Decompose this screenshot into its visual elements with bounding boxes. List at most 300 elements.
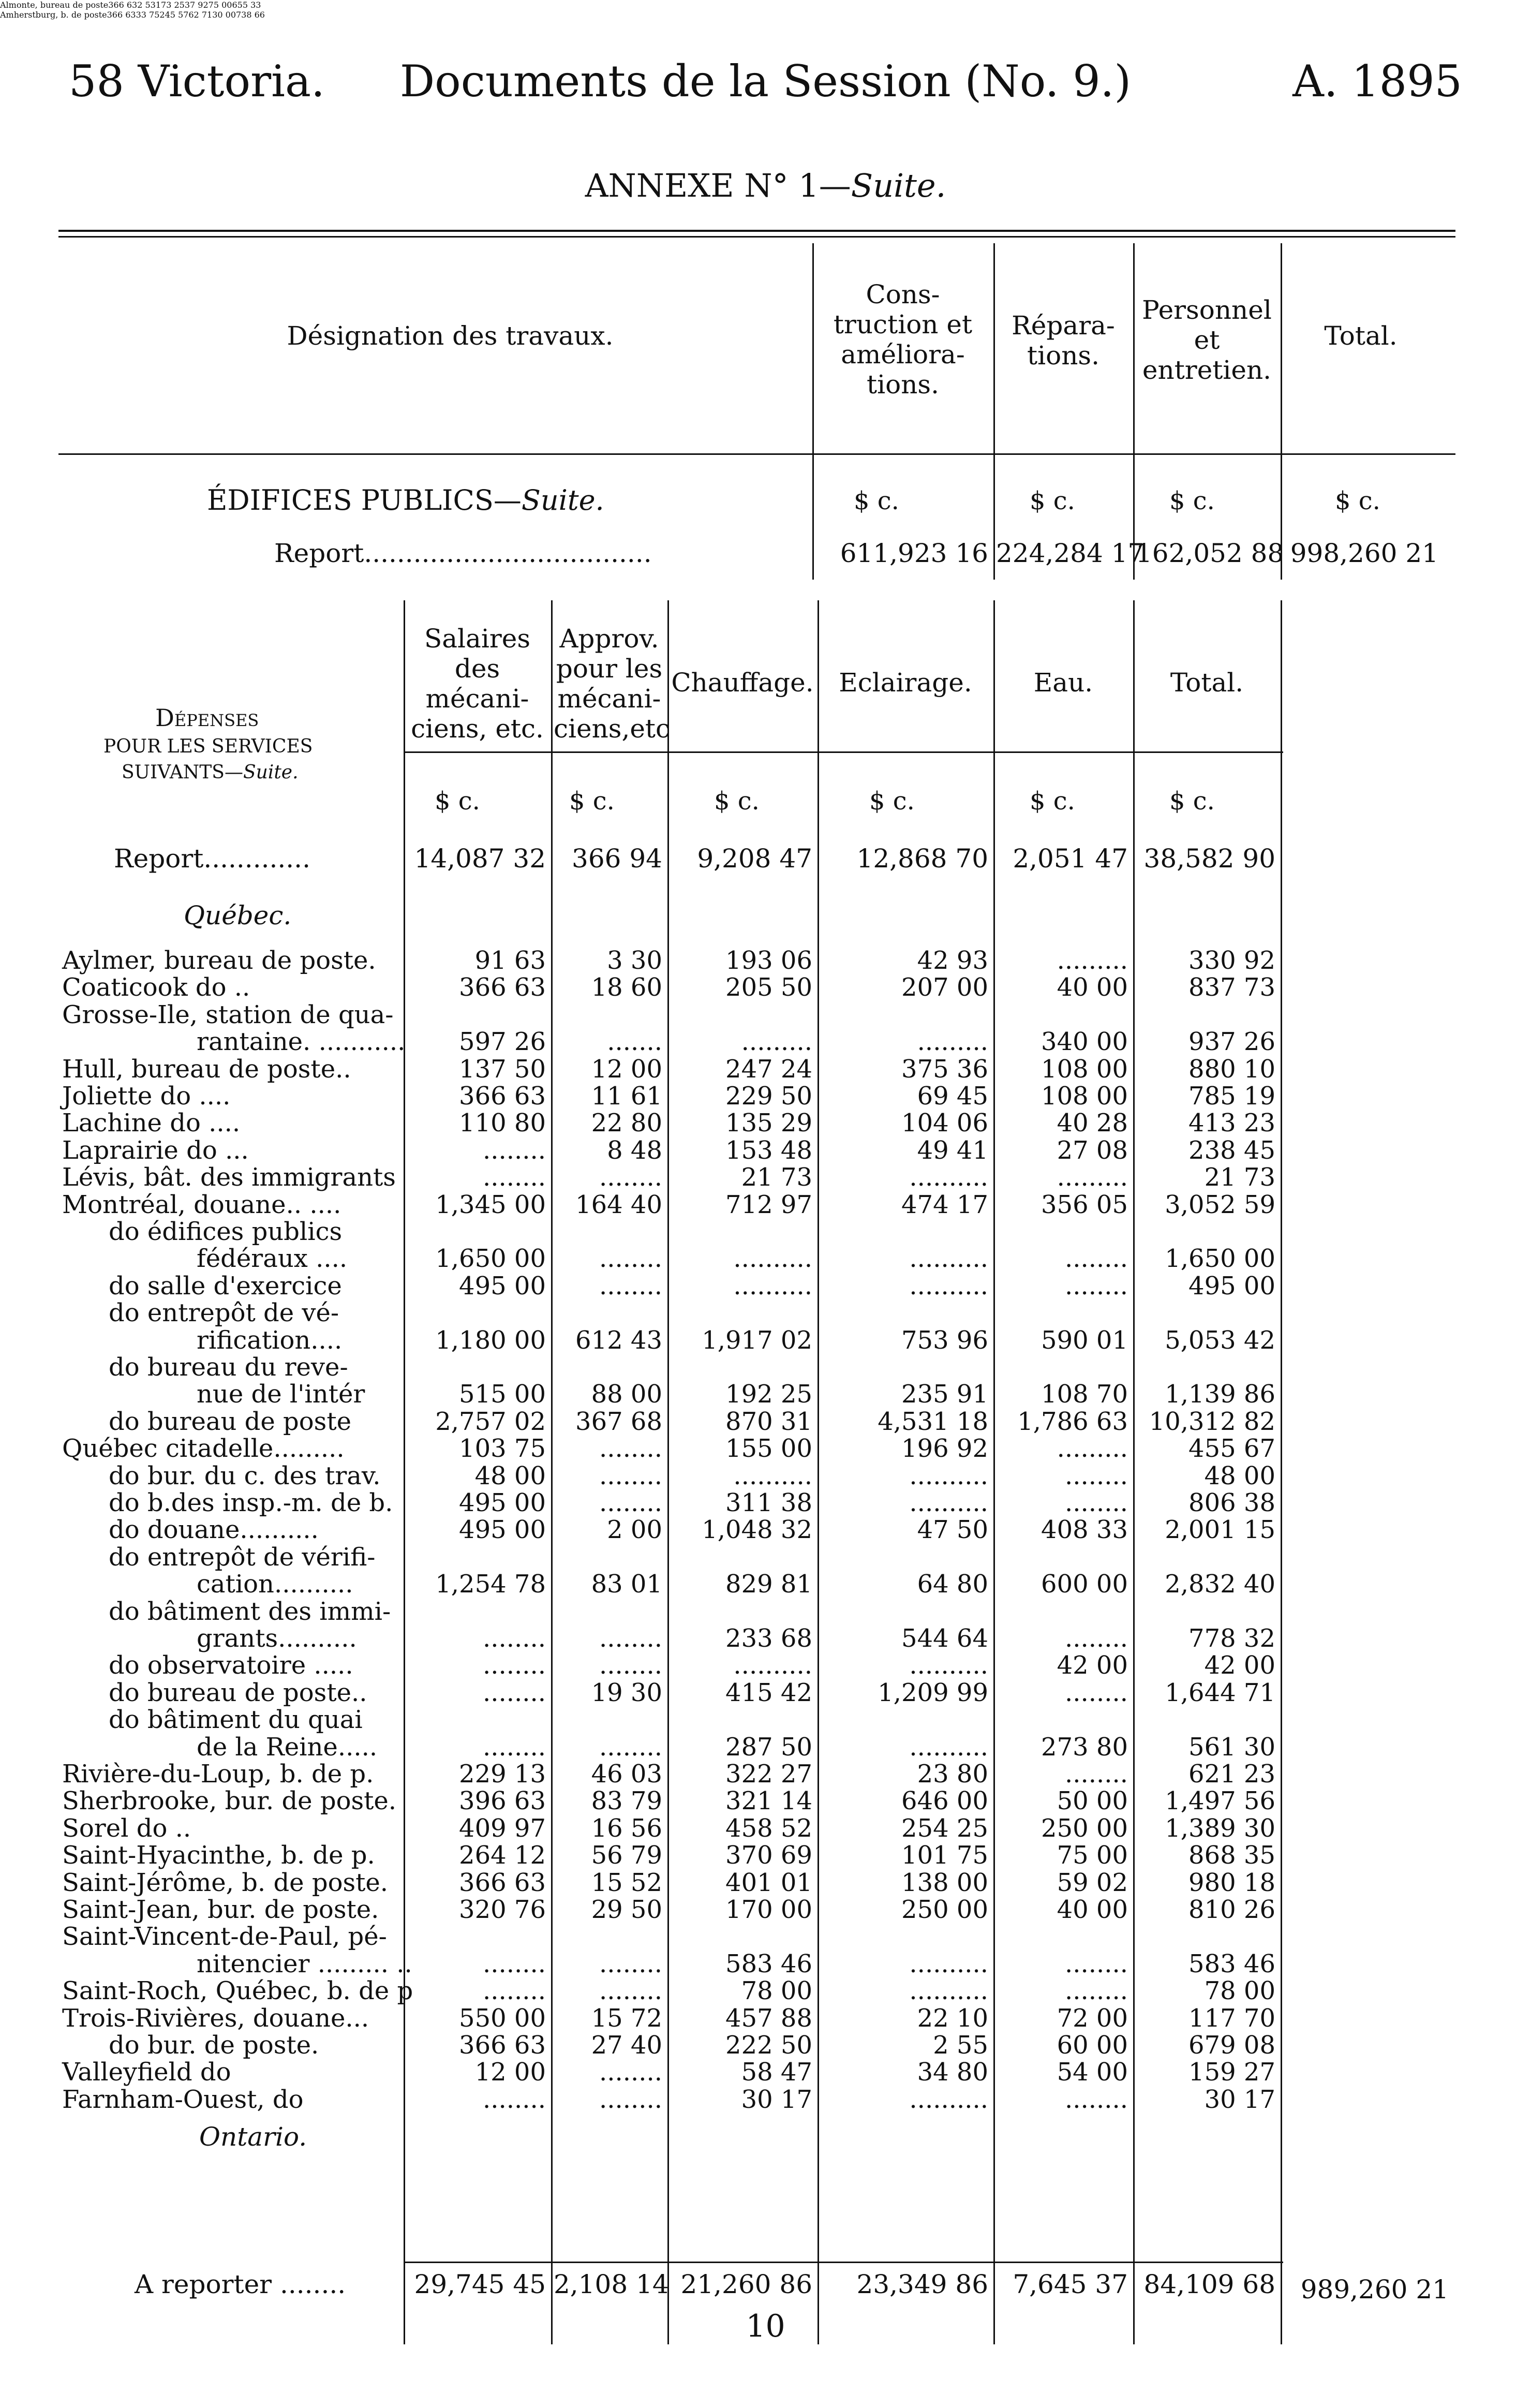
row-label: Aylmer, bureau de poste. <box>62 946 376 975</box>
row-value: 1,786 63 <box>1017 1407 1128 1436</box>
row-value: 366 63 <box>459 1868 546 1897</box>
row-value: 15 52 <box>591 1868 662 1897</box>
row-value: .......... <box>909 1461 988 1490</box>
row-value: 205 50 <box>725 973 812 1002</box>
row-value: 264 12 <box>459 1841 546 1870</box>
sub-report-label: Report............. <box>114 844 310 874</box>
row-value: 229 13 <box>459 1760 546 1789</box>
header-bottom-rule <box>58 453 1455 455</box>
row-value: 88 00 <box>591 1380 662 1409</box>
row-value: ........ <box>599 1624 662 1653</box>
row-value: 42 00 <box>1057 1651 1128 1680</box>
row-value: 366 63 <box>459 2031 546 2060</box>
page-number: 10 <box>746 2308 785 2344</box>
a-rep-approv: 2,108 14 <box>554 2269 669 2299</box>
row-value: 1,644 71 <box>1165 1678 1275 1707</box>
row-value: 367 68 <box>575 1407 662 1436</box>
row-value: .......... <box>909 1163 988 1192</box>
quebec-row <box>0 1110 1531 1136</box>
side-head-suite: Suite. <box>243 762 299 783</box>
province-quebec: Québec. <box>184 900 292 930</box>
row-value: 495 00 <box>459 1488 546 1517</box>
row-label: Hull, bureau de poste.. <box>62 1054 351 1084</box>
row-value: .......... <box>909 1732 988 1762</box>
row-value: 72 00 <box>1057 2003 1128 2033</box>
row-value: 170 00 <box>725 1895 812 1924</box>
row-label: do bâtiment du quai <box>109 1705 363 1735</box>
row-value: ........ <box>482 1624 546 1653</box>
row-value: 254 25 <box>901 1813 988 1843</box>
row-label: Valleyfield do <box>62 2058 231 2087</box>
row-value: 3 30 <box>607 946 662 975</box>
row-value: 108 70 <box>1041 1380 1128 1409</box>
row-value: 64 80 <box>917 1570 988 1599</box>
row-value: 870 31 <box>725 1407 812 1436</box>
row-value: 207 00 <box>901 973 988 1002</box>
top-report-personnel: 162,052 88 <box>1136 538 1284 568</box>
col-approv: Approv. pour les mécani- ciens,etc <box>554 624 671 744</box>
row-value: 108 00 <box>1041 1054 1128 1084</box>
row-value: 2,757 02 <box>435 1407 546 1436</box>
cur-approv: $ c. <box>569 787 615 816</box>
row-label: Lévis, bât. des immigrants <box>62 1163 396 1192</box>
row-value: 48 00 <box>474 1461 546 1490</box>
quebec-row <box>0 1598 1531 1625</box>
row-value: 21 73 <box>1204 1163 1275 1192</box>
row-label: do salle d'exercice <box>109 1271 342 1301</box>
row-value: 396 63 <box>459 1786 546 1816</box>
row-value: 2 00 <box>607 1515 662 1545</box>
quebec-row <box>0 1544 1531 1571</box>
sub-report-total: 38,582 90 <box>1143 844 1275 874</box>
row-value: 495 00 <box>459 1271 546 1301</box>
row-label: Farnham-Ouest, do <box>62 2085 304 2114</box>
quebec-row <box>0 1706 1531 1733</box>
row-value: 1,345 00 <box>435 1190 546 1219</box>
row-value: 366 63 <box>459 1082 546 1111</box>
row-value: 2,832 40 <box>1165 1570 1275 1599</box>
row-value: 27 40 <box>591 2031 662 2060</box>
row-label: Saint-Jean, bur. de poste. <box>62 1895 379 1924</box>
row-label: Québec citadelle......... <box>62 1434 345 1464</box>
row-value: 12 00 <box>591 1054 662 1084</box>
sub-header-rule <box>404 751 1283 753</box>
row-value: 1,254 78 <box>435 1570 546 1599</box>
top-report-total: 998,260 21 <box>1290 538 1438 568</box>
sub-report-approv: 366 94 <box>572 844 662 874</box>
row-value: ........ <box>1064 1244 1128 1274</box>
cur-salaires: $ c. <box>435 787 480 816</box>
ontario-row <box>0 10 1531 20</box>
row-value: 753 96 <box>901 1325 988 1355</box>
row-value: 621 23 <box>1188 1760 1275 1789</box>
row-value: 30 17 <box>1204 2085 1275 2114</box>
section-suite: Suite. <box>521 484 604 516</box>
currency-reparations: $ c. <box>1030 486 1075 515</box>
quebec-row <box>0 1977 1531 2004</box>
row-value: 108 00 <box>1041 1082 1128 1111</box>
row-value: 474 17 <box>901 1190 988 1219</box>
row-value: 457 88 <box>725 2003 812 2033</box>
row-value: 159 27 <box>1188 2058 1275 2087</box>
sub-report-eau: 2,051 47 <box>1013 844 1128 874</box>
row-value: ........ <box>599 1244 662 1274</box>
row-value: 78 00 <box>1204 1976 1275 2006</box>
row-value: 47 50 <box>917 1515 988 1545</box>
quebec-row <box>0 1164 1531 1191</box>
row-value: 192 25 <box>725 1380 812 1409</box>
row-value: 21 73 <box>741 1163 812 1192</box>
row-value: 101 75 <box>901 1841 988 1870</box>
row-value: 22 10 <box>917 2003 988 2033</box>
cur-total: $ c. <box>1169 787 1215 816</box>
row-label: Sherbrooke, bur. de poste. <box>62 1786 397 1816</box>
header-title: Documents de la Session (No. 9.) <box>399 56 1132 107</box>
quebec-row <box>0 1652 1531 1679</box>
row-value: 233 68 <box>725 1624 812 1653</box>
row-value: ........ <box>599 2085 662 2114</box>
row-value: ......... <box>1057 1163 1128 1192</box>
row-value: 23 80 <box>917 1760 988 1789</box>
row-value: 11 61 <box>591 1082 662 1111</box>
row-value: 810 26 <box>1188 1895 1275 1924</box>
row-value: 42 00 <box>1204 1651 1275 1680</box>
quebec-row <box>0 2059 1531 2086</box>
row-value: 12 00 <box>474 2058 546 2087</box>
row-value: 29 50 <box>591 1895 662 1924</box>
row-value: ........ <box>482 1949 546 1978</box>
sub-report-chauffage: 9,208 47 <box>697 844 812 874</box>
row-label: fédéraux .... <box>197 1244 348 1274</box>
vline-3 <box>1133 243 1135 580</box>
row-value: 173 25 <box>155 0 185 10</box>
row-value: 287 50 <box>725 1732 812 1762</box>
row-value: 646 00 <box>901 1786 988 1816</box>
row-label: do bureau de poste <box>109 1407 352 1436</box>
row-label: Saint-Roch, Québec, b. de p <box>62 1976 413 2006</box>
vline-2 <box>993 243 995 580</box>
row-value: ......... <box>741 1027 812 1057</box>
section-label: ÉDIFICES PUBLICS— <box>207 484 522 516</box>
row-label: Saint-Vincent-de-Paul, pé- <box>62 1922 387 1952</box>
row-label: Joliette do .... <box>62 1082 231 1111</box>
row-value: 62 71 <box>188 10 213 20</box>
row-value: ......... <box>1057 946 1128 975</box>
row-value: 245 57 <box>159 10 189 20</box>
row-value: 806 38 <box>1188 1488 1275 1517</box>
row-value: 561 30 <box>1188 1732 1275 1762</box>
row-value: 2 55 <box>933 2031 988 2060</box>
col-reparations: Répara- tions. <box>1012 311 1115 371</box>
row-value: 1,650 00 <box>1165 1244 1275 1274</box>
row-value: ........ <box>482 2085 546 2114</box>
row-label: Rivière-du-Loup, b. de p. <box>62 1760 374 1789</box>
quebec-row <box>0 1462 1531 1489</box>
sub-report-salaires: 14,087 32 <box>414 844 546 874</box>
row-value: 550 00 <box>459 2003 546 2033</box>
row-value: 679 08 <box>1188 2031 1275 2060</box>
row-value: ........ <box>599 1949 662 1978</box>
ontario-row <box>0 0 1531 10</box>
row-value: 829 81 <box>725 1570 812 1599</box>
a-reporter-rule <box>404 2262 1283 2263</box>
a-rep-salaires: 29,745 45 <box>414 2269 546 2299</box>
row-value: 837 73 <box>1188 973 1275 1002</box>
row-value: ....... <box>607 1027 662 1057</box>
row-value: ........ <box>1064 1488 1128 1517</box>
quebec-row <box>0 1327 1531 1354</box>
row-value: 495 00 <box>1188 1271 1275 1301</box>
quebec-row <box>0 1273 1531 1299</box>
row-label: Coaticook do .. <box>62 973 250 1002</box>
row-value: 196 92 <box>901 1434 988 1464</box>
row-label: do b.des insp.-m. de b. <box>109 1488 393 1517</box>
quebec-row <box>0 1923 1531 1950</box>
a-rep-chauffage: 21,260 86 <box>680 2269 812 2299</box>
quebec-row <box>0 1137 1531 1164</box>
row-value: ........ <box>1064 1949 1128 1978</box>
row-label: do entrepôt de vérifi- <box>109 1542 376 1572</box>
row-value: 50 00 <box>1057 1786 1128 1816</box>
row-value: 54 00 <box>1057 2058 1128 2087</box>
province-ontario: Ontario. <box>199 2122 307 2152</box>
row-value: 583 46 <box>725 1949 812 1978</box>
side-head-depenses: Dépenses <box>155 704 259 732</box>
col-sub-total: Total. <box>1170 668 1244 698</box>
row-label: do douane.......... <box>109 1515 319 1545</box>
quebec-row <box>0 1408 1531 1435</box>
row-value: ........ <box>482 1678 546 1707</box>
row-value: 1,139 86 <box>1165 1380 1275 1409</box>
row-value: 868 35 <box>1188 1841 1275 1870</box>
row-value: 27 08 <box>1057 1135 1128 1165</box>
annexe-title <box>0 167 1531 204</box>
row-value: 247 24 <box>725 1054 812 1084</box>
row-label: Montréal, douane.. .... <box>62 1190 341 1219</box>
quebec-row <box>0 1299 1531 1326</box>
quebec-row <box>0 1734 1531 1761</box>
row-label: do bureau de poste.. <box>109 1678 367 1707</box>
row-value: 738 66 <box>236 10 265 20</box>
row-label: Lachine do .... <box>62 1109 241 1138</box>
row-value: ........ <box>599 1976 662 2006</box>
row-value: ........ <box>599 2058 662 2087</box>
row-value: 273 80 <box>1041 1732 1128 1762</box>
quebec-row <box>0 1787 1531 1814</box>
row-value: 370 69 <box>725 1841 812 1870</box>
row-value: 590 01 <box>1041 1325 1128 1355</box>
col-eau: Eau. <box>1033 668 1093 698</box>
row-value: 15 72 <box>591 2003 662 2033</box>
quebec-row <box>0 947 1531 974</box>
quebec-row <box>0 1516 1531 1543</box>
row-value: ........ <box>599 1461 662 1490</box>
row-label: Trois-Rivières, douane... <box>62 2003 369 2033</box>
row-value: ........ <box>1064 1624 1128 1653</box>
row-value: 48 00 <box>1204 1461 1275 1490</box>
row-value: ........ <box>1064 1461 1128 1490</box>
row-label: cation.......... <box>197 1570 353 1599</box>
row-label: rification.... <box>197 1325 343 1355</box>
row-value: 1,209 99 <box>878 1678 988 1707</box>
row-value: .......... <box>909 2085 988 2114</box>
row-value: ........ <box>1064 1760 1128 1789</box>
row-value: 600 00 <box>1041 1570 1128 1599</box>
row-value: 91 63 <box>474 946 546 975</box>
row-value: 83 79 <box>591 1786 662 1816</box>
quebec-row <box>0 1056 1531 1083</box>
row-label: do entrepôt de vé- <box>109 1298 339 1328</box>
a-rep-eau: 7,645 37 <box>1013 2269 1128 2299</box>
row-value: ........ <box>599 1732 662 1762</box>
currency-total: $ c. <box>1335 486 1380 515</box>
row-value: 250 00 <box>1041 1813 1128 1843</box>
row-value: 1,917 02 <box>702 1325 812 1355</box>
top-report-construction: 611,923 16 <box>840 538 988 568</box>
row-value: 401 01 <box>725 1868 812 1897</box>
a-rep-grand-total: 989,260 21 <box>1300 2274 1449 2304</box>
row-value: 235 91 <box>901 1380 988 1409</box>
row-value: 4,531 18 <box>878 1407 988 1436</box>
row-value: 46 03 <box>591 1760 662 1789</box>
row-value: 16 56 <box>591 1813 662 1843</box>
quebec-row <box>0 1761 1531 1787</box>
row-value: 515 00 <box>459 1380 546 1409</box>
row-value: 712 97 <box>725 1190 812 1219</box>
side-head-suivants-label: SUIVANTS— <box>122 762 243 783</box>
row-value: ........ <box>1064 1976 1128 2006</box>
row-value: 229 50 <box>725 1082 812 1111</box>
row-label: grants.......... <box>197 1624 357 1653</box>
row-value: ........ <box>482 1651 546 1680</box>
row-value: .......... <box>909 1976 988 2006</box>
col-construction: Cons- truction et améliora- tions. <box>833 279 973 400</box>
row-value: 1,389 30 <box>1165 1813 1275 1843</box>
quebec-row <box>0 1191 1531 1218</box>
a-rep-total: 84,109 68 <box>1143 2269 1275 2299</box>
row-value: 30 17 <box>741 2085 812 2114</box>
quebec-row <box>0 1381 1531 1408</box>
cur-chauffage: $ c. <box>714 787 760 816</box>
row-value: 22 80 <box>591 1109 662 1138</box>
row-value: .......... <box>733 1244 812 1274</box>
row-value: 60 00 <box>1057 2031 1128 2060</box>
row-value: 222 50 <box>725 2031 812 2060</box>
row-label: do édifices publics <box>109 1217 343 1246</box>
row-value: .......... <box>909 1244 988 1274</box>
row-value: 75 00 <box>208 0 232 10</box>
vline-1 <box>812 243 814 580</box>
quebec-row <box>0 1842 1531 1869</box>
quebec-row <box>0 1028 1531 1055</box>
row-value: 366 63 <box>108 0 138 10</box>
row-value: 612 43 <box>575 1325 662 1355</box>
row-value: 117 70 <box>1188 2003 1275 2033</box>
row-value: 42 93 <box>917 946 988 975</box>
row-value: 880 10 <box>1188 1054 1275 1084</box>
row-value: 104 06 <box>901 1109 988 1138</box>
cur-eau: $ c. <box>1030 787 1075 816</box>
row-value: 458 52 <box>725 1813 812 1843</box>
row-value: 18 60 <box>591 973 662 1002</box>
row-label: Almonte, bureau de poste <box>0 0 109 10</box>
row-value: .......... <box>733 1651 812 1680</box>
row-value: 58 47 <box>741 2058 812 2087</box>
row-value: 155 00 <box>725 1434 812 1464</box>
row-label: Laprairie do ... <box>62 1135 249 1165</box>
row-value: 19 30 <box>591 1678 662 1707</box>
header-session: 58 Victoria. <box>69 56 325 107</box>
row-value: 583 46 <box>1188 1949 1275 1978</box>
col-chauffage: Chauffage. <box>671 668 814 698</box>
row-value: 1,650 00 <box>435 1244 546 1274</box>
quebec-row <box>0 1435 1531 1462</box>
row-label: Sorel do .. <box>62 1813 191 1843</box>
header-year: A. 1895 <box>1292 56 1462 107</box>
col-salaires: Salaires des mécani- ciens, etc. <box>411 624 544 744</box>
row-label: nitencier ......... .. <box>197 1949 412 1978</box>
row-value: 59 02 <box>1057 1868 1128 1897</box>
row-value: ........ <box>599 1434 662 1464</box>
row-value: 164 40 <box>575 1190 662 1219</box>
row-value: 40 28 <box>1057 1109 1128 1138</box>
row-value: ........ <box>1064 2085 1128 2114</box>
row-value: 937 26 <box>1188 1027 1275 1057</box>
row-value: 40 00 <box>1057 1895 1128 1924</box>
quebec-row <box>0 1896 1531 1923</box>
col-eclairage: Eclairage. <box>839 668 972 698</box>
row-value: 238 45 <box>1188 1135 1275 1165</box>
row-value: 311 38 <box>725 1488 812 1517</box>
top-report-label: Report................................... <box>274 538 652 568</box>
quebec-row <box>0 2005 1531 2032</box>
row-value: 10,312 82 <box>1149 1407 1275 1436</box>
row-value: 83 01 <box>591 1570 662 1599</box>
row-label: do bureau du reve- <box>109 1353 348 1382</box>
row-label: do bur. de poste. <box>109 2031 319 2060</box>
row-value: 1,048 32 <box>702 1515 812 1545</box>
row-value: 135 29 <box>725 1109 812 1138</box>
col-total: Total. <box>1324 321 1398 351</box>
quebec-row <box>0 1679 1531 1706</box>
row-value: 375 36 <box>901 1054 988 1084</box>
side-head-services: POUR LES SERVICES <box>103 736 313 757</box>
quebec-row <box>0 1571 1531 1598</box>
row-value: 778 32 <box>1188 1624 1275 1653</box>
row-value: 2,001 15 <box>1165 1515 1275 1545</box>
quebec-row <box>0 1354 1531 1381</box>
sub-report-eclairage: 12,868 70 <box>856 844 988 874</box>
row-label: nue de l'intér <box>197 1380 365 1409</box>
row-value: ........ <box>482 1163 546 1192</box>
row-value: 34 80 <box>917 2058 988 2087</box>
vline-4 <box>1281 243 1282 580</box>
row-value: 321 14 <box>725 1786 812 1816</box>
row-value: 495 00 <box>459 1515 546 1545</box>
cur-eclairage: $ c. <box>869 787 915 816</box>
row-value: 1,180 00 <box>435 1325 546 1355</box>
row-value: .......... <box>909 1651 988 1680</box>
side-head-suivants <box>122 762 299 783</box>
row-value: 75 00 <box>1057 1841 1128 1870</box>
row-label: do bâtiment des immi- <box>109 1597 391 1626</box>
row-label: Saint-Hyacinthe, b. de p. <box>62 1841 375 1870</box>
top-double-rule-1 <box>58 230 1455 232</box>
a-reporter-label: A reporter ........ <box>135 2269 346 2299</box>
row-value: ........ <box>482 1732 546 1762</box>
row-value: 56 79 <box>591 1841 662 1870</box>
row-value: ......... <box>917 1027 988 1057</box>
